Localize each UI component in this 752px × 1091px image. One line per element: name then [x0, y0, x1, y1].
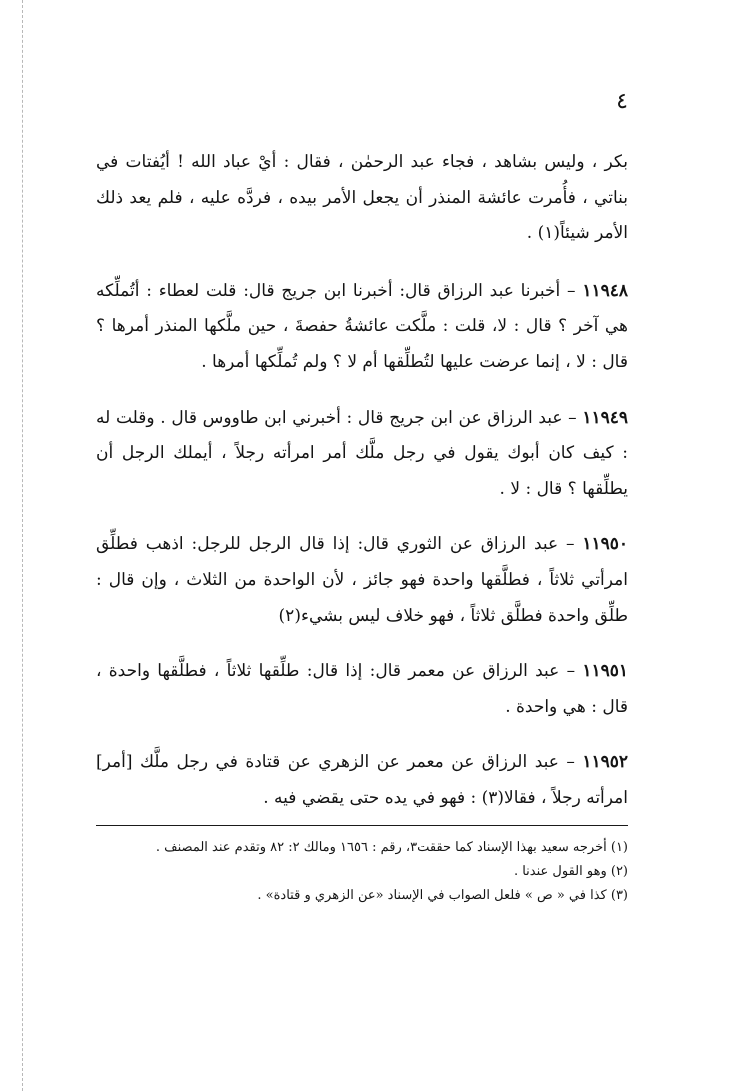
hadith-11952	[96, 745, 628, 816]
hadith-number: ١١٩٥١	[582, 661, 628, 682]
hadith-number: ١١٩٥٠	[582, 534, 628, 555]
hadith-11950	[96, 527, 628, 634]
hadith-number: ١١٩٥٢	[582, 752, 628, 773]
page-number: ٤	[616, 89, 628, 114]
footnote-3: (٣) كذا في « ص » فلعل الصواب في الإسناد «عن الزهري و قتادة» .	[257, 887, 628, 903]
page-binding-edge	[22, 0, 23, 1091]
hadith-11948	[96, 274, 628, 381]
hadith-11951	[96, 654, 628, 725]
footnote-1: (١) أخرجه سعيد بهذا الإسناد كما حققت٣، رقم : ١٦٥٦ ومالك ٢: ٨٢ وتقدم عند المصنف .	[155, 839, 628, 855]
paragraph-text: بكر ، وليس بشاهد ، فجاء عبد الرحمٰن ، فقال : أيْ عباد الله ! أيُفتات في بناتي ، فأُمرت عائشة المنذر أن يجعل الأمر بيده ، فردَّه عليه ، فلم يعد ذلك الأمر شيئاً(١) .	[96, 152, 628, 244]
hadith-number: ١١٩٤٨	[582, 280, 628, 301]
page-body	[96, 145, 628, 908]
footnote-separator	[96, 825, 628, 826]
paragraph	[96, 145, 628, 252]
hadith-number: ١١٩٤٩	[582, 407, 628, 428]
hadith-text: – عبد الرزاق عن ابن جريج قال : أخبرني ابن طاووس قال . وقلت له : كيف كان أبوك يقول في رجل ملَّك أمر امرأته رجلاً ، أيملك الرجل أن يطلِّقها ؟ قال : لا .	[96, 407, 628, 499]
hadith-text: – أخبرنا عبد الرزاق قال: أخبرنا ابن جريج قال: قلت لعطاء : أتُملِّكه هي آخر ؟ قال : لا، قلت : ملَّكت عائشةُ حفصةَ ، حين ملَّكها المنذر أمرها ؟ قال : لا ، إنما عرضت عليها لتُطلِّقها أم لا ؟ ولم تُملِّكها أمرها .	[96, 280, 628, 372]
hadith-text: – عبد الرزاق عن معمر قال: إذا قال: طلِّقها ثلاثاً ، فطلَّقها واحدة ، قال : هي واحدة .	[96, 661, 628, 717]
hadith-11949	[96, 401, 628, 508]
hadith-text: – عبد الرزاق عن معمر عن الزهري عن قتادة في رجل ملَّك [أمر] امرأته رجلاً ، فقالا(٣) : فهو في يده حتى يقضي فيه .	[96, 752, 628, 808]
footnote-2: (٢) وهو القول عندنا .	[513, 863, 628, 879]
hadith-text: – عبد الرزاق عن الثوري قال: إذا قال الرجل للرجل: اذهب فطلِّق امرأتي ثلاثاً ، فطلَّقها واحدة فهو جائز ، لأن الواحدة من الثلاث ، وإن قال : طلِّق واحدة فطلَّق ثلاثاً ، فهو خلاف ليس بشيء(٢)	[96, 534, 628, 626]
